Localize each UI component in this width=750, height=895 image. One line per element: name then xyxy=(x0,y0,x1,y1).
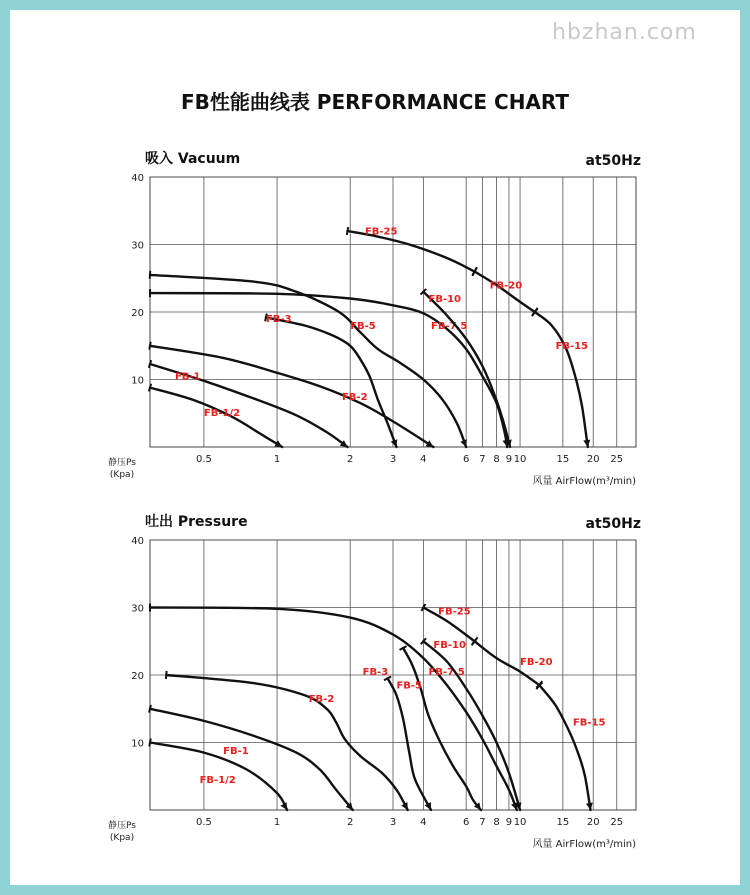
series-label-fb-2: FB-2 xyxy=(341,391,368,403)
series-label-fb-5: FB-5 xyxy=(350,320,376,332)
y-tick-label: 10 xyxy=(131,738,144,750)
curve-start-tick xyxy=(347,227,348,235)
page-title: FB性能曲线表 PERFORMANCE CHART xyxy=(180,90,570,114)
vacuum-chart xyxy=(0,145,750,505)
series-label-fb-7-5: FB-7.5 xyxy=(430,320,468,332)
curve-start-tick xyxy=(150,271,151,279)
series-label-fb-10: FB-10 xyxy=(433,640,466,651)
x-tick-label: 1 xyxy=(273,454,281,465)
series-label-fb-10: FB-10 xyxy=(428,293,462,305)
series-label-fb-20: FB-20 xyxy=(489,280,523,292)
curve-fb-1 xyxy=(150,709,353,810)
series-label-fb-5: FB-5 xyxy=(396,680,423,692)
series-label-fb-1-2: FB-1/2 xyxy=(203,407,241,419)
x-tick-label: 1 xyxy=(273,817,281,828)
chart-frequency: at50Hz xyxy=(585,153,641,169)
series-label-fb-1-2: FB-1/2 xyxy=(199,775,236,786)
series-label-fb-3: FB-3 xyxy=(362,667,389,678)
y-tick-label: 20 xyxy=(131,671,144,682)
series-label-fb-25: FB-25 xyxy=(438,606,471,618)
series-label-fb-1: FB-1 xyxy=(223,745,249,757)
x-tick-label: 7 xyxy=(479,817,486,828)
y-tick-label: 20 xyxy=(131,308,144,319)
curve-start-tick xyxy=(166,671,167,679)
x-axis-label: 风量 AirFlow(m³/min) xyxy=(532,476,636,487)
x-tick-label: 9 xyxy=(505,817,513,828)
series-label-fb-15: FB-15 xyxy=(572,717,606,729)
series-label-fb-20: FB-20 xyxy=(520,656,553,668)
series-label-fb-7-5: FB-7.5 xyxy=(428,667,465,678)
x-tick-label: 10 xyxy=(513,454,527,465)
x-tick-label: 8 xyxy=(493,817,500,828)
curve-fb-15 xyxy=(539,685,590,810)
curve-start-tick xyxy=(149,360,151,368)
series-label-fb-1: FB-1 xyxy=(174,371,201,383)
x-tick-label: 2 xyxy=(347,817,354,828)
x-tick-label: 9 xyxy=(505,454,513,465)
y-tick-label: 30 xyxy=(131,240,144,252)
y-tick-label: 40 xyxy=(131,536,144,547)
y-axis-label: (Kpa) xyxy=(109,470,135,480)
chart-frequency: at50Hz xyxy=(585,516,641,532)
chart-title: 吐出 Pressure xyxy=(145,514,248,530)
series-label-fb-2: FB-2 xyxy=(308,694,335,705)
series-label-fb-3: FB-3 xyxy=(265,314,292,326)
x-axis-label: 风量 AirFlow(m³/min) xyxy=(532,839,636,850)
curve-start-tick xyxy=(149,384,151,392)
pressure-chart xyxy=(0,508,750,868)
curve-start-tick xyxy=(149,342,150,350)
chart-title: 吸入 Vacuum xyxy=(145,151,241,167)
series-label-fb-25: FB-25 xyxy=(364,226,398,238)
curve-fb-20 xyxy=(475,272,535,313)
curve-fb-3 xyxy=(266,317,397,447)
y-axis-label: 静压Ps xyxy=(108,458,136,468)
x-tick-label: 4 xyxy=(420,817,427,828)
x-tick-label: 0.5 xyxy=(195,454,212,465)
x-tick-label: 15 xyxy=(556,817,570,828)
x-tick-label: 7 xyxy=(479,454,486,465)
x-tick-label: 20 xyxy=(586,817,600,828)
x-tick-label: 8 xyxy=(493,454,500,465)
y-tick-label: 40 xyxy=(131,173,144,184)
x-tick-label: 4 xyxy=(420,454,427,465)
series-label-fb-15: FB-15 xyxy=(555,341,589,353)
watermark: hbzhan.com xyxy=(552,20,697,45)
x-tick-label: 3 xyxy=(389,454,397,465)
x-tick-label: 25 xyxy=(610,454,624,465)
curve-fb-10 xyxy=(423,292,510,447)
y-axis-label: 静压Ps xyxy=(108,821,136,831)
x-tick-label: 10 xyxy=(513,817,527,828)
y-axis-label: (Kpa) xyxy=(109,833,135,843)
x-tick-label: 2 xyxy=(347,454,354,465)
curve-start-tick xyxy=(149,739,150,747)
y-tick-label: 10 xyxy=(131,375,144,387)
x-tick-label: 25 xyxy=(610,817,624,828)
x-tick-label: 0.5 xyxy=(195,817,212,828)
x-tick-label: 6 xyxy=(462,817,470,828)
x-tick-label: 3 xyxy=(389,817,397,828)
y-tick-label: 30 xyxy=(131,603,144,615)
x-tick-label: 20 xyxy=(586,454,600,465)
curve-start-tick xyxy=(149,705,151,713)
x-tick-label: 6 xyxy=(462,454,470,465)
x-tick-label: 15 xyxy=(556,454,570,465)
